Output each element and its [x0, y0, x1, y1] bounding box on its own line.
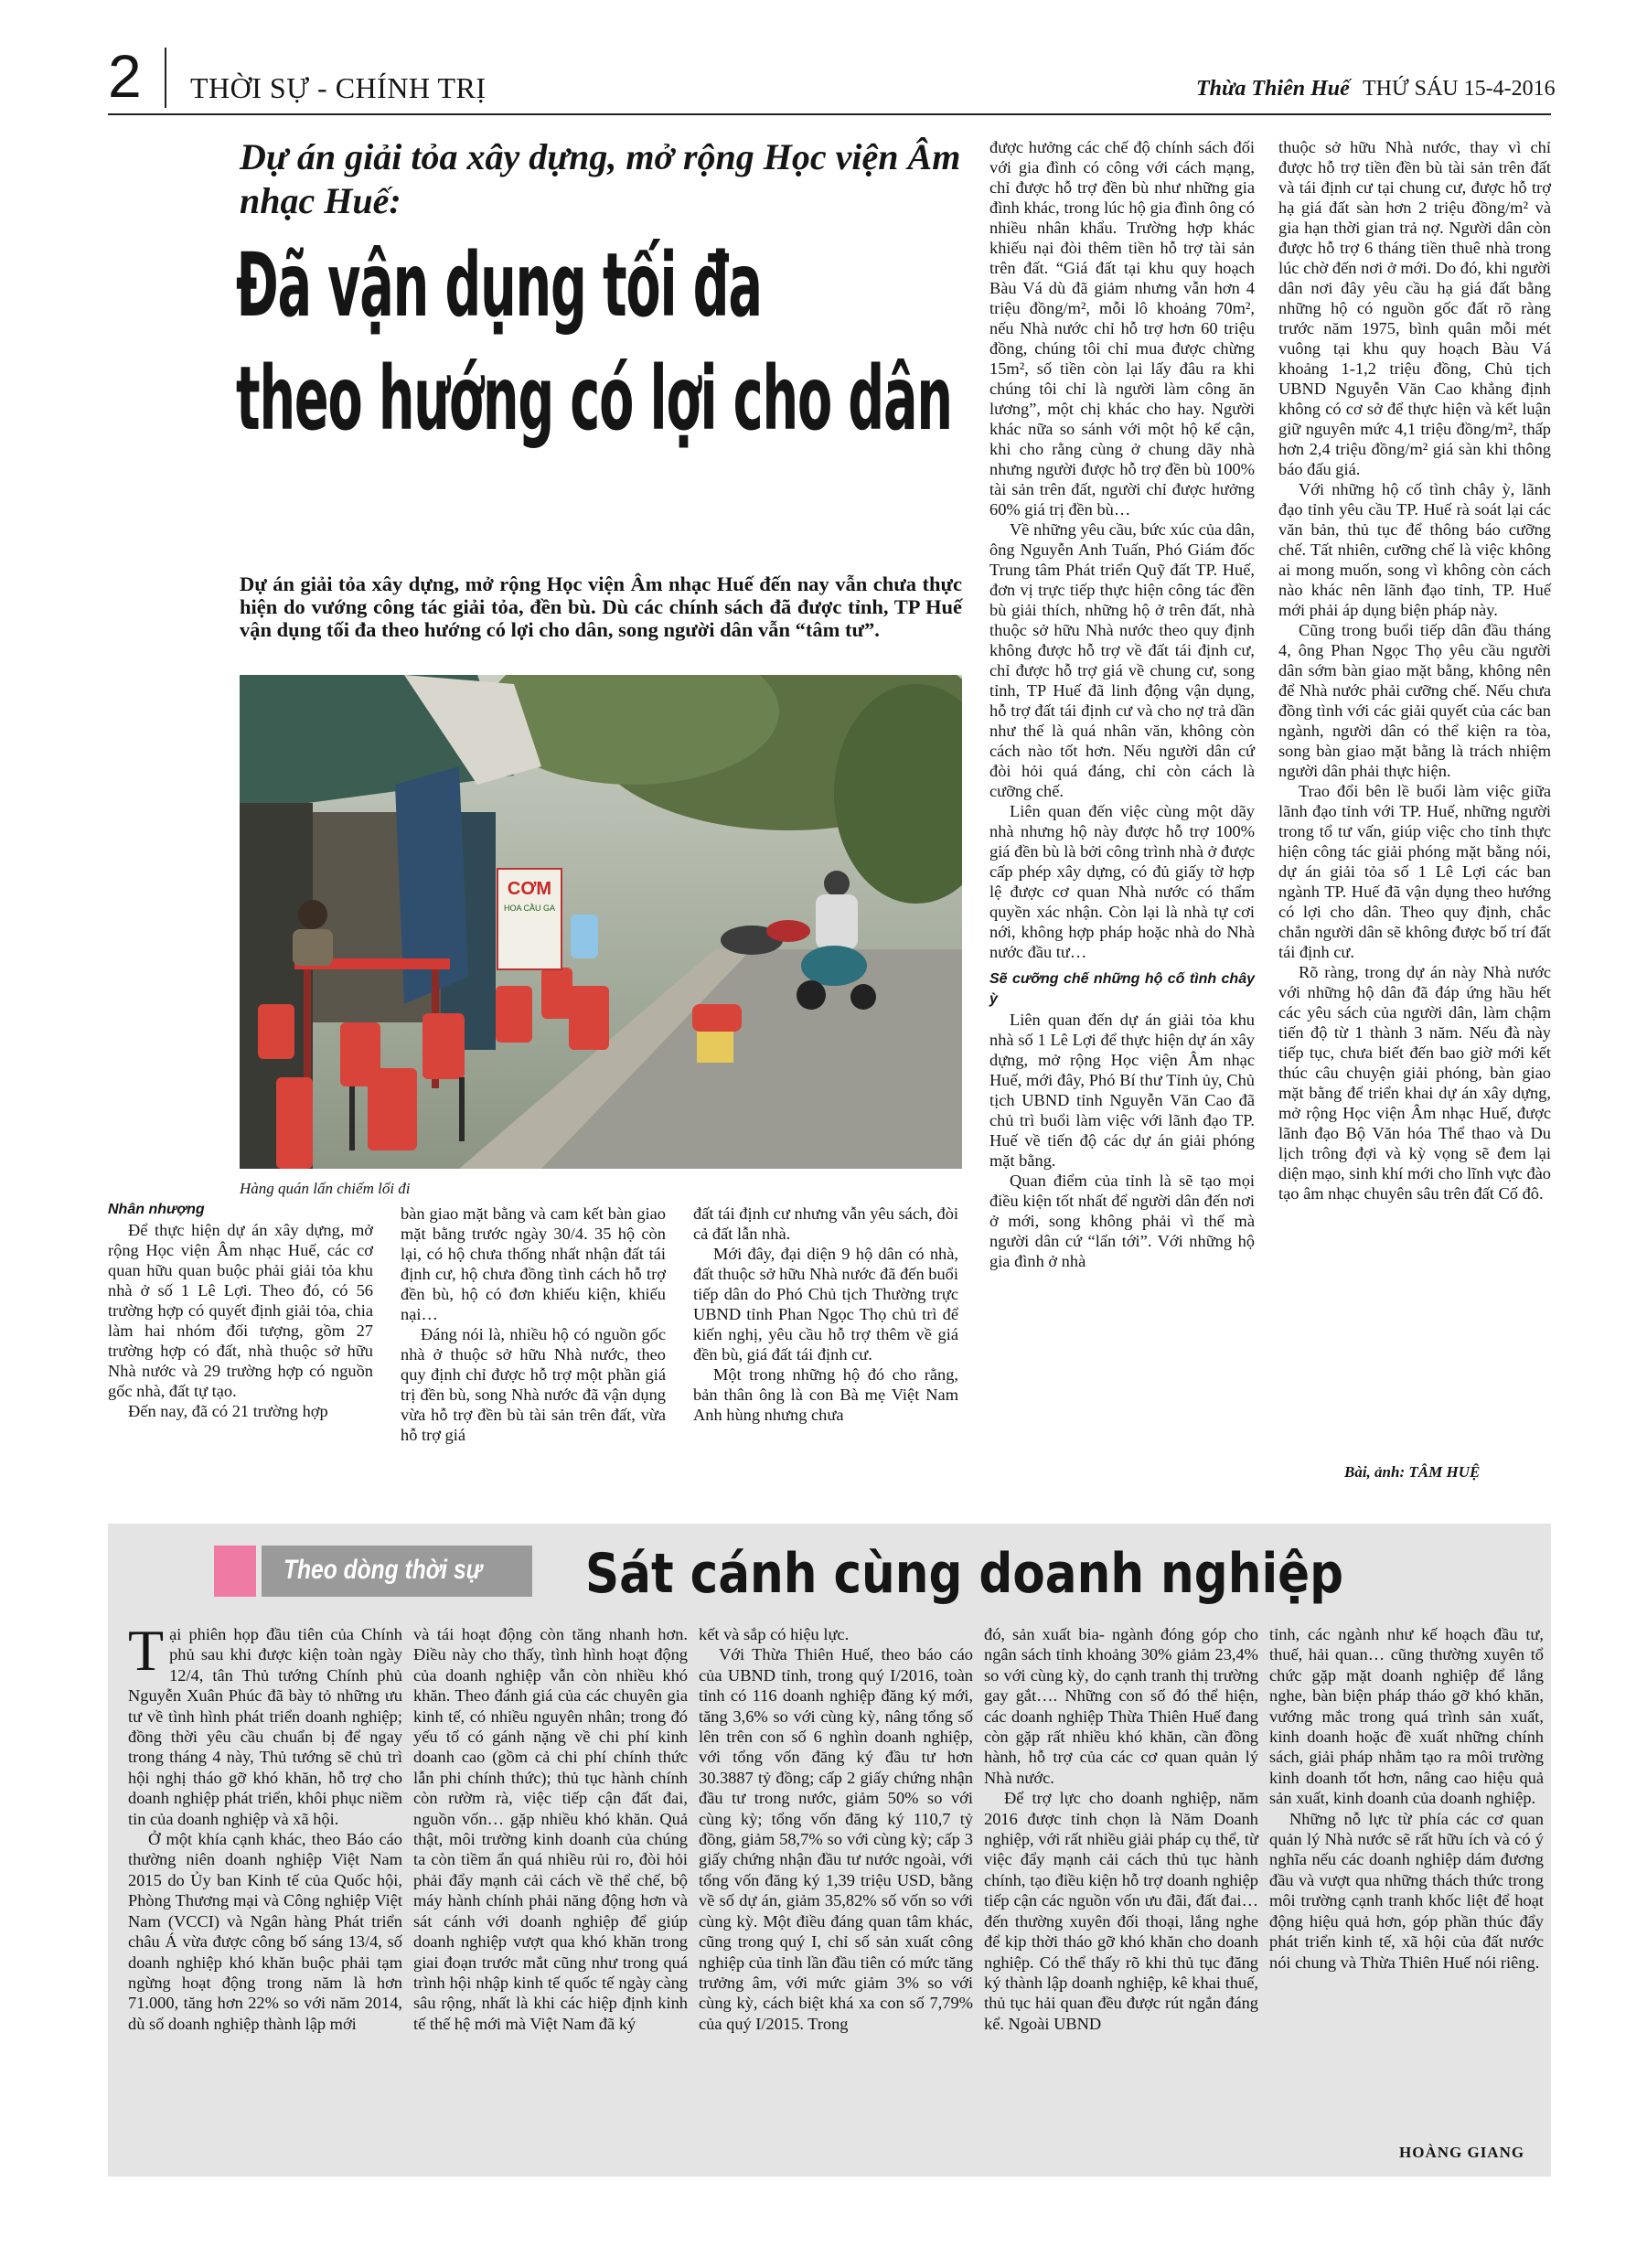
- headline-line-2: theo hướng có lợi cho dân: [236, 348, 952, 450]
- article-headline: [236, 229, 979, 455]
- article-paragraph: Một trong những hộ đó cho rằng, bản thân ông là con Bà mẹ Việt Nam Anh hùng nhưng chưa: [693, 1365, 958, 1424]
- article-paragraph: Trao đổi bên lề buổi làm việc giữa lãnh đạo tỉnh với TP. Huế, những người trong tổ tư vấn, giúp việc cho tỉnh thực hiện công tác giải phóng mặt bằng nói, dự án giải tỏa số 1 Lê Lợi các ban ngành TP. Huế đã vận dụng theo hướng có lợi cho dân. Theo quy định, chắc chắn người dân sẽ không được bố trí đất tái định cư.: [1278, 782, 1551, 961]
- article-paragraph: Về những yêu cầu, bức xúc của dân, ông Nguyễn Anh Tuấn, Phó Giám đốc Trung tâm Phát triển Quỹ đất TP. Huế, đơn vị trực tiếp thực hiện công tác đền bù giải thích, những hộ ở trên đất, nhà thuộc sở hữu Nhà nước theo quy định không được hỗ trợ về đất tái định cư, chỉ được hỗ trợ giá về chung cư, song tỉnh, TP Huế đã linh động vận dụng, hỗ trợ đất tái định cư và cho nợ trả dần như thế là quá nhân văn, không còn cách nào tốt hơn. Nếu người dân cứ đòi hỏi quá đáng, chỉ còn cách là cưỡng chế.: [989, 520, 1255, 800]
- box-paragraph: Những nỗ lực từ phía các cơ quan quản lý Nhà nước sẽ rất hữu ích và có ý nghĩa nếu các doanh nghiệp dám đương đầu và vượt qua những thách thức trong môi trường cạnh tranh khốc liệt để hoạt động hiệu quả hơn, góp phần thúc đẩy phát triển kinh tế, xã hội của đất nước nói chung và Thừa Thiên Huế nói riêng.: [1269, 1809, 1544, 1972]
- article-paragraph: Rõ ràng, trong dự án này Nhà nước với những hộ dân đã đáp ứng hầu hết các yêu sách của người dân, làm chậm tiến độ từ 1 thành 3 năm. Nếu đà này tiếp tục, chưa biết đến bao giờ mới kết thúc câu chuyện giải phóng, bàn giao mặt bằng để triển khai dự án xây dựng, mở rộng Học viện Âm nhạc Huế, được lãnh đạo Bộ Văn hóa Thể thao và Du lịch trông đợi và kỳ vọng sẽ đem lại diện mạo, sinh khí mới cho lĩnh vực đào tạo âm nhạc chuyên sâu trên đất Cố đô.: [1278, 963, 1551, 1203]
- photo-caption: Hàng quán lấn chiếm lối đi: [240, 1180, 411, 1197]
- box-column-3: [699, 1624, 973, 2034]
- article-kicker: Dự án giải tỏa xây dựng, mở rộng Học viện Âm nhạc Huế:: [240, 136, 961, 221]
- box-column-5: [1269, 1624, 1544, 1973]
- article-column-2: [401, 1204, 666, 1445]
- article-paragraph: Đến nay, đã có 21 trường hợp: [128, 1402, 328, 1420]
- paper-name: Thừa Thiên Huế: [1196, 77, 1350, 101]
- box-paragraph-text: ại phiên họp đầu tiên của Chính phủ sau khi được kiện toàn ngày 12/4, tân Thủ tướng Chính phủ Nguyễn Xuân Phúc đã bày tỏ những ưu tư về tình hình phát triển doanh nghiệp; đồng thời yêu cầu chuẩn bị để ngay trong tháng 4 này, Thủ tướng sẽ chủ trì hội nghị tháo gỡ khó khăn, hỗ trợ cho doanh nghiệp phát triển, khôi phục niềm tin của doanh nghiệp và xã hội.: [128, 1625, 402, 1828]
- article-photo: [240, 675, 962, 1169]
- box-paragraph: Ở một khía cạnh khác, theo Báo cáo thường niên doanh nghiệp Việt Nam 2015 do Ủy ban Kinh tế của Quốc hội, Phòng Thương mại và Công nghiệp Việt Nam (VCCI) và Ngân hàng Phát triển châu Á vừa được công bố sáng 13/4, số doanh nghiệp khó khăn buộc phải tạm ngừng hoạt động trong năm là hơn 71.000, tăng hơn 22% so với năm 2014, dù số doanh nghiệp thành lập mới: [128, 1830, 402, 2033]
- article-paragraph: Liên quan đến việc cùng một dãy nhà nhưng hộ này được hỗ trợ 100% giá đền bù là bởi công trình nhà ở được cấp phép xây dựng, có đủ giấy tờ hợp lệ được cơ quan Nhà nước có thẩm quyền xác nhận. Còn lại là nhà tự cơi nới, không hợp pháp hoặc nhà do Nhà nước đầu tư…: [989, 802, 1255, 961]
- drop-cap: T: [128, 1618, 165, 1683]
- article-paragraph: bàn giao mặt bằng và cam kết bàn giao mặt bằng trước ngày 30/4. 35 hộ còn lại, có hộ chưa thống nhất nhận đất tái định cư, hộ chưa đồng tình cách hỗ trợ đền bù, hộ có đơn khiếu kiện, khiếu nại…: [401, 1204, 666, 1323]
- box-paragraph: [128, 1618, 402, 1829]
- article-paragraph: Liên quan đến dự án giải tỏa khu nhà số 1 Lê Lợi để thực hiện dự án xây dựng, mở rộng Học viện Âm nhạc Huế, mới đây, Phó Bí thư Tỉnh ủy, Chủ tịch UBND tỉnh Nguyễn Văn Cao đã chủ trì buổi làm việc với lãnh đạo TP. Huế về tiến độ các dự án giải phóng mặt bằng.: [989, 1011, 1255, 1170]
- article-paragraph: Cũng trong buổi tiếp dân đầu tháng 4, ông Phan Ngọc Thọ yêu cầu người dân sớm bàn giao mặt bằng, không nên để Nhà nước phải cưỡng chế. Nếu chưa đồng tình với các giải quyết của các ban ngành, người dân có thể kiện ra tòa, song bàn giao mặt bằng là trách nhiệm người dân phải thực hiện.: [1278, 621, 1551, 780]
- label-accent: [214, 1546, 256, 1597]
- article-paragraph: đất tái định cư nhưng vẫn yêu sách, đòi cả đất lẫn nhà.: [693, 1204, 958, 1243]
- article-paragraph: Để thực hiện dự án xây dựng, mở rộng Học viện Âm nhạc Huế, các cơ quan hữu quan buộc phải giải tỏa khu nhà ở số 1 Lê Lợi. Theo đó, có 56 trường hợp có quyết định giải tỏa, chia làm hai nhóm đối tượng, gồm 27 trường hợp có đất, nhà thuộc sở hữu Nhà nước và 29 trường hợp có nguồn gốc nhà, đất tự tạo.: [108, 1221, 373, 1400]
- box-column-2: [413, 1624, 688, 2034]
- article-paragraph: thuộc sở hữu Nhà nước, thay vì chỉ được hỗ trợ tiền đền bù tài sản trên đất và tái định cư tại chung cư, được hỗ trợ hạ giá đất sàn hơn 2 triệu đồng/m² và gia hạn thời gian trả nợ. Người dân còn được hỗ trợ 6 tháng tiền thuê nhà trong lúc chờ đến nơi ở mới. Do đó, khi người dân nơi đây yêu cầu hạ giá đất bằng những hộ có nguồn gốc đất rõ ràng trước năm 1975, bình quân mỗi mét vuông tại khu quy hoạch Bàu Vá khoảng 1-1,2 triệu đồng, Chủ tịch UBND Nguyễn Văn Cao khẳng định không có cơ sở để thực hiện và kết luận giữ nguyên mức 4,1 triệu đồng/m², thấp hơn 2,4 triệu đồng/m² giá sàn khi thông báo đấu giá.: [1278, 138, 1551, 478]
- article-column-4: [989, 137, 1255, 1271]
- article-paragraph: Với những hộ cố tình chây ỳ, lãnh đạo tỉnh yêu cầu TP. Huế rà soát lại các văn bản, thủ tục để thông báo cưỡng chế. Tất nhiên, cưỡng chế là việc không ai mong muốn, song vì không còn cách nào khác nên lãnh đạo tỉnh, TP. Huế mới phải áp dụng biện pháp này.: [1278, 480, 1551, 619]
- subhead-nhan-nhuong: Nhân nhượng: [108, 1202, 205, 1217]
- sign-com: CƠM: [507, 879, 552, 899]
- article-paragraph: được hưởng các chế độ chính sách đối với gia đình có công với cách mạng, chỉ được hỗ trợ đền bù như những gia đình khác, trong lúc hộ gia đình ông có nhiều nhân khẩu. Trường hợp khác khiếu nại đòi thêm tiền hỗ trợ tài sản trên đất. “Giá đất tại khu quy hoạch Bàu Vá dù đã giảm nhưng vẫn hơn 4 triệu đồng/m², mỗi lô khoảng 70m², nếu Nhà nước chỉ hỗ trợ hơn 60 triệu đồng, chúng tôi chỉ mua được chừng 15m², số tiền còn lại lấy đâu ra khi chúng tôi chỉ là người làm công ăn lương”, một chị khác cho hay. Người khác nữa so sánh với một hộ kế cận, khi cho rằng cùng ở chung dãy nhà nhưng người được hỗ trợ đền bù 100% tài sản trên đất, người chỉ được hưởng 60% giá trị đền bù…: [989, 138, 1255, 519]
- box-title: Sát cánh cùng doanh nghiệp: [585, 1542, 1344, 1606]
- sign-hoa-cau-ga: HOA CẦU GA: [503, 904, 556, 913]
- street-scene-image: [240, 675, 962, 1169]
- box-paragraph: Với Thừa Thiên Huế, theo báo cáo của UBND tỉnh, trong quý I/2016, toàn tỉnh có 116 doanh nghiệp đăng ký mới, tăng 3,6% so với cùng kỳ, nâng tổng số lên trên con số 6 nghìn doanh nghiệp, với tổng vốn đăng ký đầu tư hơn 30.3887 tỷ đồng; cấp 2 giấy chứng nhận đầu tư trong nước, giảm 50% so với cùng kỳ; tổng vốn đăng ký 110,7 tỷ đồng, giảm 58,7% so với cùng kỳ; cấp 3 giấy chứng nhận đầu tư nước ngoài, với tổng vốn đăng ký 1,39 triệu USD, bằng về số dự án, giảm 35,82% số vốn so với cùng kỳ. Một điều đáng quan tâm khác, cũng trong quý I, chỉ số sản xuất công nghiệp của tỉnh lần đầu tiên có mức tăng trưởng âm, với mức giảm 3% so với cùng kỳ, cách biệt khá xa con số 7,79% của quý I/2015. Trong: [699, 1645, 973, 2033]
- box-paragraph: và tái hoạt động còn tăng nhanh hơn. Điều này cho thấy, tình hình hoạt động của doanh nghiệp vẫn còn nhiều khó khăn. Theo đánh giá của các chuyên gia kinh tế, có nhiều nguyên nhân; trong đó yếu tố có gánh nặng về chi phí kinh doanh cao (gồm cả chi phí chính thức lẫn phi chính thức); thủ tục hành chính còn rườm rà, việc tiếp cận đất đai, nguồn vốn… gặp nhiều khó khăn. Quả thật, môi trường kinh doanh của chúng ta còn tiềm ẩn quá nhiều rủi ro, đòi hỏi phải đẩy mạnh cải cách về thể chế, bộ máy hành chính phải năng động hơn và sát cánh với doanh nghiệp để giúp doanh nghiệp vượt qua khó khăn trong giai đoạn trước mắt cũng như trong quá trình hội nhập kinh tế quốc tế ngày càng sâu rộng, nhất là khi các hiệp định kinh tế thế hệ mới mà Việt Nam đã ký: [413, 1625, 688, 2033]
- column-label: Theo dòng thời sự: [283, 1555, 483, 1585]
- headline-line-1: Đã vận dụng tối đa: [236, 234, 762, 337]
- box-paragraph: kết và sắp có hiệu lực.: [699, 1625, 850, 1643]
- box-paragraph: đó, sản xuất bia- ngành đóng góp cho ngân sách tỉnh khoảng 30% giảm 23,4% so với cùng kỳ, do cạnh tranh thị trường gay gắt…. Những con số đó thể hiện, các doanh nghiệp Thừa Thiên Huế đang còn gặp rất nhiều khó khăn, cần đồng hành, hỗ trợ của các cơ quan quản lý Nhà nước.: [984, 1625, 1258, 1787]
- box-paragraph: Để trợ lực cho doanh nghiệp, năm 2016 được tỉnh chọn là Năm Doanh nghiệp, với rất nhiều giải pháp cụ thể, từ việc đẩy mạnh cải cách thủ tục hành chính, tạo điều kiện hỗ trợ doanh nghiệp tiếp cận các nguồn vốn ưu đãi, đất đai… đến thường xuyên đối thoại, lắng nghe để kịp thời tháo gỡ khó khăn cho doanh nghiệp. Có thể thấy rõ khi thủ tục đăng ký thành lập doanh nghiệp, kê khai thuế, thủ tục hải quan đều được rút ngắn đáng kể. Ngoài UBND: [984, 1789, 1258, 2033]
- box-column-1: [128, 1618, 402, 2034]
- section-name: THỜI SỰ - CHÍNH TRỊ: [190, 71, 487, 104]
- article-column-3: [693, 1204, 958, 1425]
- article-paragraph: Quan điểm của tỉnh là sẽ tạo mọi điều kiện tốt nhất để người dân đến nơi ở mới, song không phải vì thế mà người dân cứ “lấn tới”. Với những hộ gia đình ở nhà: [989, 1171, 1255, 1270]
- article-column-1: [108, 1200, 373, 1421]
- article-byline: Bài, ảnh: TÂM HUỆ: [1344, 1463, 1481, 1481]
- issue-date: THỨ SÁU 15-4-2016: [1363, 77, 1556, 101]
- article-column-5: [1278, 137, 1551, 1204]
- article-paragraph: Đáng nói là, nhiều hộ có nguồn gốc nhà ở thuộc sở hữu Nhà nước, theo quy định chỉ được hỗ trợ một phần giá trị đền bù, song Nhà nước đã vận dụng vừa hỗ trợ đền bù tài sản trên đất, vừa hỗ trợ giá: [401, 1325, 666, 1444]
- page-number: 2: [108, 42, 142, 110]
- subhead-cuong-che: Sẽ cưỡng chế những hộ cố tình chây ỳ: [989, 971, 1255, 1007]
- article-paragraph: Mới đây, đại diện 9 hộ dân có nhà, đất thuộc sở hữu Nhà nước đã đến buổi tiếp dân do Phó Chủ tịch Thường trực UBND tỉnh Phan Ngọc Thọ chủ trì để kiến nghị, yêu cầu hỗ trợ thêm về giá đền bù, giá đất tái định cư.: [693, 1245, 958, 1364]
- article-lead: Dự án giải tỏa xây dựng, mở rộng Học viện Âm nhạc Huế đến nay vẫn chưa thực hiện do vướng công tác giải tỏa, đền bù. Dù các chính sách đã được tỉnh, TP Huế vận dụng tối đa theo hướng có lợi cho dân, song người dân vẫn “tâm tư”.: [240, 572, 962, 641]
- box-byline: HOÀNG GIANG: [1399, 2144, 1525, 2161]
- header-rule: [108, 113, 1551, 115]
- box-paragraph: tỉnh, các ngành như kế hoạch đầu tư, thuế, hải quan… cũng thường xuyên tổ chức gặp mặt doanh nghiệp để lắng nghe, bàn biện pháp tháo gỡ khó khăn, vướng mắc trong quá trình sản xuất, kinh doanh hoặc đề xuất những chính sách, giải pháp nhằm tạo ra môi trường kinh doanh tốt hơn, nâng cao hiệu quả sản xuất, kinh doanh của doanh nghiệp.: [1269, 1625, 1544, 1808]
- header-divider: [165, 48, 166, 108]
- box-column-4: [984, 1624, 1258, 2034]
